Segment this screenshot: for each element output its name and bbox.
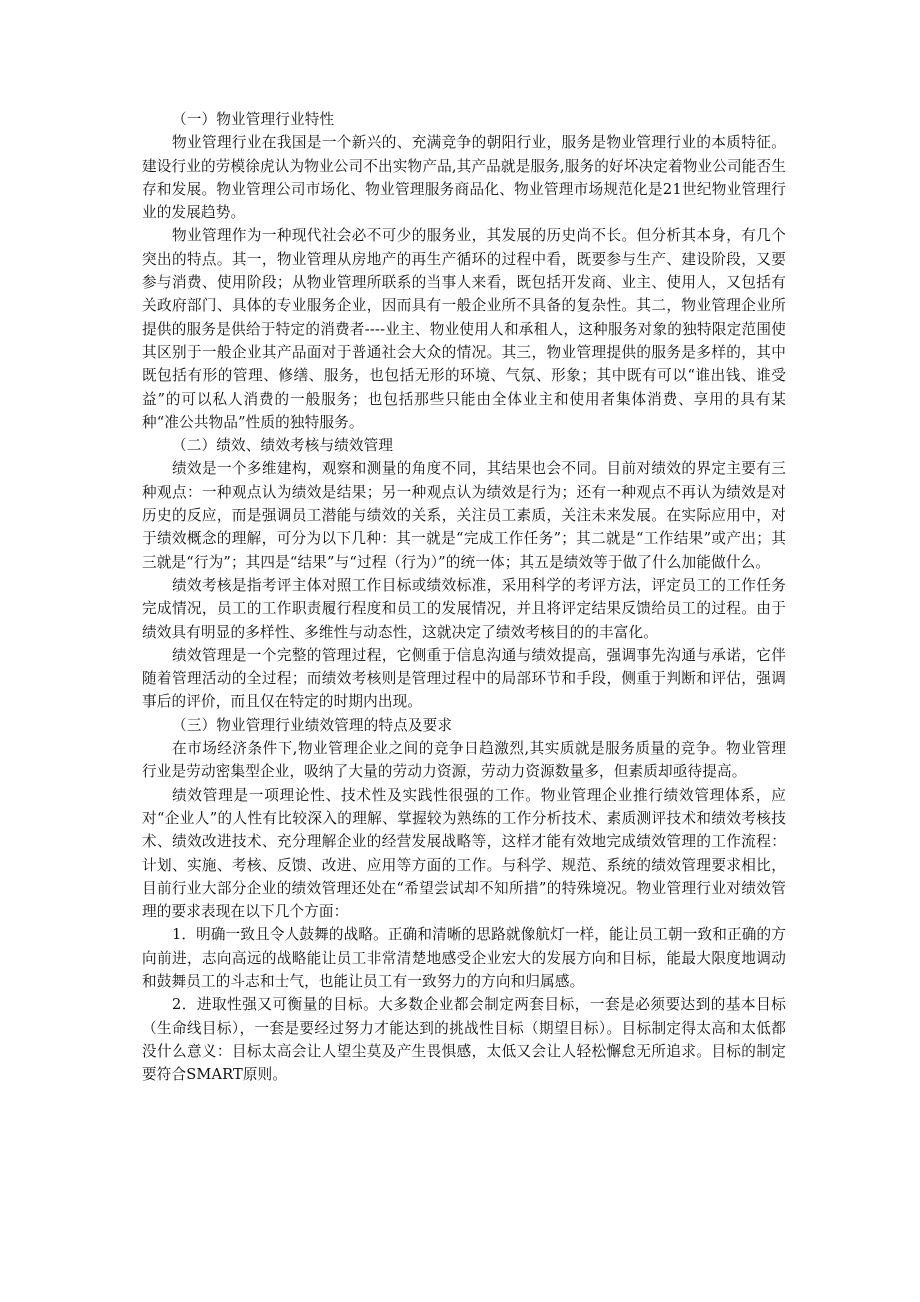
paragraph: 物业管理作为一种现代社会必不可少的服务业，其发展的历史尚不长。但分析其本身，有几个突出的特点。其一，物业管理从房地产的再生产循环的过程中看，既要参与生产、建设阶段，又要参与消费、使用阶段；从物业管理所联系的当事人来看，既包括开发商、业主、使用人，又包括有关政府部门、具体的专业服务企业，因而具有一般企业所不具备的复杂性。其二，物业管理企业所提供的服务是供给于特定的消费者----业主、物业使用人和承租人，这种服务对象的独特限定范围使其区别于一般企业其产品面对于普通社会大众的情况。其三，物业管理提供的服务是多样的，其中既包括有形的管理、修缮、服务，也包括无形的环境、气氛、形象；其中既有可以“谁出钱、谁受益”的可以私人消费的一般服务；也包括那些只能由全体业主和使用者集体消费、享用的具有某种“准公共物品”性质的独特服务。	[142, 227, 786, 431]
section-heading-1: （一）物业管理行业特性	[172, 111, 335, 128]
section-heading-2: （二）绩效、绩效考核与绩效管理	[172, 437, 394, 455]
paragraph: 绩效考核是指考评主体对照工作目标或绩效标准，采用科学的考评方法，评定员工的工作任务完成情况，员工的工作职责履行程度和员工的发展情况，并且将评定结果反馈给员工的过程。由于绩效具有明显的多样性、多维性与动态性，这就决定了绩效考核目的的丰富化。	[142, 576, 786, 641]
paragraph: 物业管理行业在我国是一个新兴的、充满竞争的朝阳行业，服务是物业管理行业的本质特征。建设行业的劳模徐虎认为物业公司不出实物产品,其产品就是服务,服务的好坏决定着物业公司能否生存和发展。物业管理公司市场化、物业管理服务商品化、物业管理市场规范化是21世纪物业管理行业的发展趋势。	[142, 134, 786, 222]
section-heading-3: （三）物业管理行业绩效管理的特点及要求	[172, 716, 453, 734]
paragraph: 绩效管理是一个完整的管理过程，它侧重于信息沟通与绩效提高，强调事先沟通与承诺，它伴随着管理活动的全过程；而绩效考核则是管理过程中的局部环节和手段，侧重于判断和评估，强调事后的评价，而且仅在特定的时期内出现。	[142, 646, 786, 711]
paragraph: 绩效管理是一项理论性、技术性及实践性很强的工作。物业管理企业推行绩效管理体系，应对“企业人”的人性有比较深入的理解、掌握较为熟练的工作分析技术、素质测评技术和绩效考核技术、绩效改进技术、充分理解企业的经营发展战略等，这样才能有效地完成绩效管理的工作流程：计划、实施、考核、反馈、改进、应用等方面的工作。与科学、规范、系统的绩效管理要求相比，目前行业大部分企业的绩效管理还处在“希望尝试却不知所措”的特殊境况。物业管理行业对绩效管理的要求表现在以下几个方面：	[142, 786, 786, 921]
paragraph: 绩效是一个多维建构，观察和测量的角度不同，其结果也会不同。目前对绩效的界定主要有三种观点：一种观点认为绩效是结果；另一种观点认为绩效是行为；还有一种观点不再认为绩效是对历史的反应，而是强调员工潜能与绩效的关系，关注员工素质，关注未来发展。在实际应用中，对于绩效概念的理解，可分为以下几种：其一就是“完成工作任务”；其二就是“工作结果”或产出；其三就是“行为”；其四是“结果”与“过程（行为）”的统一体；其五是绩效等于做了什么加能做什么。	[142, 460, 786, 571]
paragraph: 在市场经济条件下,物业管理企业之间的竞争日趋激烈,其实质就是服务质量的竞争。物业管理行业是劳动密集型企业，吸纳了大量的劳动力资源，劳动力资源数量多，但素质却亟待提高。	[142, 740, 786, 781]
list-item: 1．明确一致且令人鼓舞的战略。正确和清晰的思路就像航灯一样，能让员工朝一致和正确的方向前进，志向高远的战略能让员工非常清楚地感受企业宏大的发展方向和目标，能最大限度地调动和鼓舞员工的斗志和士气，也能让员工有一致努力的方向和归属感。	[142, 926, 786, 990]
document-page	[142, 108, 786, 1086]
list-item: 2．进取性强又可衡量的目标。大多数企业都会制定两套目标，一套是必须要达到的基本目标（生命线目标），一套是要经过努力才能达到的挑战性目标（期望目标）。目标制定得太高和太低都没什么意义：目标太高会让人望尘莫及产生畏惧感，太低又会让人轻松懈怠无所追求。目标的制定要符合SMART原则。	[142, 996, 786, 1084]
